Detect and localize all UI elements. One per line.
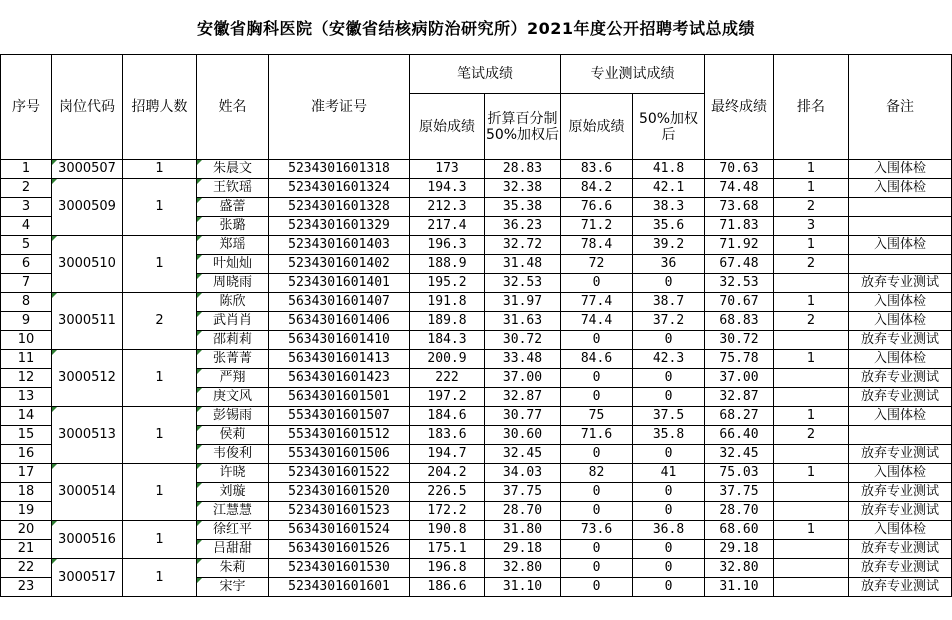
final-score-cell: 32.53 [705, 274, 774, 293]
name-cell: 王钦瑶 [197, 179, 269, 198]
prof-raw-cell: 77.4 [561, 293, 633, 312]
prof-weighted-cell: 42.3 [633, 350, 705, 369]
header-written-raw: 原始成绩 [410, 94, 485, 160]
prof-weighted-cell: 35.6 [633, 217, 705, 236]
prof-raw-cell: 74.4 [561, 312, 633, 331]
prof-raw-cell: 0 [561, 331, 633, 350]
name-cell: 武肖肖 [197, 312, 269, 331]
written-weighted-cell: 32.80 [485, 559, 561, 578]
seq-cell: 19 [1, 502, 52, 521]
seq-cell: 21 [1, 540, 52, 559]
table-row [1, 521, 952, 540]
written-raw-cell: 194.3 [410, 179, 485, 198]
rank-cell [774, 331, 849, 350]
final-score-cell: 37.00 [705, 369, 774, 388]
remark-cell: 入围体检 [849, 407, 952, 426]
seq-cell: 4 [1, 217, 52, 236]
remark-cell: 放弃专业测试 [849, 540, 952, 559]
ticket-cell: 5234301601523 [269, 502, 410, 521]
final-score-cell: 29.18 [705, 540, 774, 559]
remark-cell: 放弃专业测试 [849, 559, 952, 578]
seq-cell: 23 [1, 578, 52, 597]
final-score-cell: 73.68 [705, 198, 774, 217]
prof-raw-cell: 0 [561, 502, 633, 521]
prof-raw-cell: 0 [561, 445, 633, 464]
header-written: 笔试成绩 [410, 55, 561, 94]
name-cell: 许晓 [197, 464, 269, 483]
rank-cell [774, 578, 849, 597]
ticket-cell: 5634301601526 [269, 540, 410, 559]
seq-cell: 11 [1, 350, 52, 369]
prof-raw-cell: 0 [561, 578, 633, 597]
prof-raw-cell: 71.6 [561, 426, 633, 445]
ticket-cell: 5234301601401 [269, 274, 410, 293]
ticket-cell: 5534301601506 [269, 445, 410, 464]
name-cell: 朱莉 [197, 559, 269, 578]
header-prof-raw: 原始成绩 [561, 94, 633, 160]
name-cell: 徐红平 [197, 521, 269, 540]
prof-weighted-cell: 38.7 [633, 293, 705, 312]
written-raw-cell: 189.8 [410, 312, 485, 331]
rank-cell [774, 445, 849, 464]
seq-cell: 22 [1, 559, 52, 578]
seq-cell: 13 [1, 388, 52, 407]
written-raw-cell: 184.3 [410, 331, 485, 350]
prof-weighted-cell: 38.3 [633, 198, 705, 217]
remark-cell: 入围体检 [849, 521, 952, 540]
final-score-cell: 28.70 [705, 502, 774, 521]
written-raw-cell: 190.8 [410, 521, 485, 540]
header-written-weighted: 折算百分制50%加权后 [485, 94, 561, 160]
prof-raw-cell: 0 [561, 483, 633, 502]
prof-weighted-cell: 37.2 [633, 312, 705, 331]
prof-weighted-cell: 0 [633, 331, 705, 350]
prof-weighted-cell: 37.5 [633, 407, 705, 426]
rank-cell: 1 [774, 464, 849, 483]
ticket-cell: 5234301601530 [269, 559, 410, 578]
ticket-cell: 5634301601423 [269, 369, 410, 388]
rank-cell: 2 [774, 198, 849, 217]
prof-weighted-cell: 39.2 [633, 236, 705, 255]
name-cell: 韦俊利 [197, 445, 269, 464]
ticket-cell: 5634301601410 [269, 331, 410, 350]
remark-cell: 入围体检 [849, 236, 952, 255]
rank-cell: 3 [774, 217, 849, 236]
rank-cell [774, 388, 849, 407]
header-prof: 专业测试成绩 [561, 55, 705, 94]
prof-raw-cell: 78.4 [561, 236, 633, 255]
rank-cell: 2 [774, 255, 849, 274]
name-cell: 张菁菁 [197, 350, 269, 369]
written-raw-cell: 196.8 [410, 559, 485, 578]
prof-raw-cell: 72 [561, 255, 633, 274]
rank-cell: 2 [774, 312, 849, 331]
written-weighted-cell: 28.83 [485, 160, 561, 179]
rank-cell: 1 [774, 407, 849, 426]
final-score-cell: 75.78 [705, 350, 774, 369]
written-weighted-cell: 30.60 [485, 426, 561, 445]
prof-weighted-cell: 0 [633, 502, 705, 521]
name-cell: 朱晨文 [197, 160, 269, 179]
post-code-cell: 3000517 [52, 559, 123, 597]
name-cell: 宋宇 [197, 578, 269, 597]
seq-cell: 2 [1, 179, 52, 198]
ticket-cell: 5234301601522 [269, 464, 410, 483]
written-raw-cell: 222 [410, 369, 485, 388]
final-score-cell: 32.80 [705, 559, 774, 578]
written-weighted-cell: 33.48 [485, 350, 561, 369]
page-title: 安徽省胸科医院（安徽省结核病防治研究所）2021年度公开招聘考试总成绩 [196, 18, 756, 38]
recruit-num-cell: 2 [123, 293, 197, 350]
prof-raw-cell: 0 [561, 540, 633, 559]
remark-cell: 入围体检 [849, 312, 952, 331]
final-score-cell: 30.72 [705, 331, 774, 350]
name-cell: 郑瑶 [197, 236, 269, 255]
ticket-cell: 5234301601318 [269, 160, 410, 179]
remark-cell [849, 255, 952, 274]
written-weighted-cell: 31.63 [485, 312, 561, 331]
prof-weighted-cell: 0 [633, 369, 705, 388]
header-rank: 排名 [774, 55, 849, 160]
seq-cell: 16 [1, 445, 52, 464]
table-row [1, 559, 952, 578]
header-ticket: 准考证号 [269, 55, 410, 160]
written-weighted-cell: 31.10 [485, 578, 561, 597]
remark-cell: 入围体检 [849, 464, 952, 483]
header-post-code: 岗位代码 [52, 55, 123, 160]
name-cell: 陈欣 [197, 293, 269, 312]
name-cell: 侯莉 [197, 426, 269, 445]
ticket-cell: 5234301601329 [269, 217, 410, 236]
written-weighted-cell: 29.18 [485, 540, 561, 559]
written-weighted-cell: 31.97 [485, 293, 561, 312]
rank-cell: 2 [774, 426, 849, 445]
table-row [1, 464, 952, 483]
remark-cell: 放弃专业测试 [849, 331, 952, 350]
seq-cell: 14 [1, 407, 52, 426]
name-cell: 江慧慧 [197, 502, 269, 521]
final-score-cell: 32.87 [705, 388, 774, 407]
ticket-cell: 5234301601601 [269, 578, 410, 597]
ticket-cell: 5234301601402 [269, 255, 410, 274]
table-row [1, 350, 952, 369]
prof-raw-cell: 0 [561, 369, 633, 388]
ticket-cell: 5634301601413 [269, 350, 410, 369]
rank-cell: 1 [774, 293, 849, 312]
ticket-cell: 5634301601501 [269, 388, 410, 407]
ticket-cell: 5234301601328 [269, 198, 410, 217]
ticket-cell: 5234301601520 [269, 483, 410, 502]
seq-cell: 15 [1, 426, 52, 445]
post-code-cell: 3000516 [52, 521, 123, 559]
written-raw-cell: 200.9 [410, 350, 485, 369]
written-weighted-cell: 32.87 [485, 388, 561, 407]
recruit-num-cell: 1 [123, 407, 197, 464]
final-score-cell: 75.03 [705, 464, 774, 483]
final-score-cell: 68.27 [705, 407, 774, 426]
header-name: 姓名 [197, 55, 269, 160]
rank-cell: 1 [774, 521, 849, 540]
rank-cell [774, 559, 849, 578]
final-score-cell: 74.48 [705, 179, 774, 198]
post-code-cell: 3000514 [52, 464, 123, 521]
seq-cell: 8 [1, 293, 52, 312]
prof-raw-cell: 84.6 [561, 350, 633, 369]
prof-raw-cell: 0 [561, 559, 633, 578]
remark-cell: 放弃专业测试 [849, 388, 952, 407]
written-raw-cell: 195.2 [410, 274, 485, 293]
written-raw-cell: 175.1 [410, 540, 485, 559]
remark-cell: 放弃专业测试 [849, 578, 952, 597]
prof-weighted-cell: 36.8 [633, 521, 705, 540]
written-weighted-cell: 36.23 [485, 217, 561, 236]
table-row [1, 160, 952, 179]
written-weighted-cell: 32.72 [485, 236, 561, 255]
prof-raw-cell: 73.6 [561, 521, 633, 540]
ticket-cell: 5234301601403 [269, 236, 410, 255]
written-raw-cell: 173 [410, 160, 485, 179]
post-code-cell: 3000513 [52, 407, 123, 464]
written-raw-cell: 196.3 [410, 236, 485, 255]
rank-cell: 1 [774, 236, 849, 255]
ticket-cell: 5534301601512 [269, 426, 410, 445]
post-code-cell: 3000511 [52, 293, 123, 350]
prof-weighted-cell: 42.1 [633, 179, 705, 198]
prof-weighted-cell: 0 [633, 483, 705, 502]
prof-weighted-cell: 0 [633, 540, 705, 559]
rank-cell [774, 369, 849, 388]
remark-cell [849, 198, 952, 217]
header-row-1 [1, 55, 952, 94]
prof-weighted-cell: 0 [633, 445, 705, 464]
written-weighted-cell: 32.53 [485, 274, 561, 293]
final-score-cell: 31.10 [705, 578, 774, 597]
rank-cell [774, 274, 849, 293]
final-score-cell: 71.83 [705, 217, 774, 236]
rank-cell [774, 540, 849, 559]
post-code-cell: 3000512 [52, 350, 123, 407]
table-row [1, 407, 952, 426]
recruit-num-cell: 1 [123, 179, 197, 236]
name-cell: 庚文风 [197, 388, 269, 407]
score-table [0, 54, 952, 597]
written-weighted-cell: 31.80 [485, 521, 561, 540]
ticket-cell: 5534301601507 [269, 407, 410, 426]
rank-cell: 1 [774, 350, 849, 369]
remark-cell: 入围体检 [849, 293, 952, 312]
name-cell: 彭锡雨 [197, 407, 269, 426]
final-score-cell: 70.67 [705, 293, 774, 312]
prof-weighted-cell: 0 [633, 578, 705, 597]
written-weighted-cell: 37.00 [485, 369, 561, 388]
seq-cell: 1 [1, 160, 52, 179]
prof-raw-cell: 83.6 [561, 160, 633, 179]
prof-raw-cell: 84.2 [561, 179, 633, 198]
ticket-cell: 5634301601406 [269, 312, 410, 331]
prof-weighted-cell: 0 [633, 559, 705, 578]
written-raw-cell: 183.6 [410, 426, 485, 445]
recruit-num-cell: 1 [123, 521, 197, 559]
remark-cell: 入围体检 [849, 179, 952, 198]
header-seq: 序号 [1, 55, 52, 160]
prof-weighted-cell: 41 [633, 464, 705, 483]
seq-cell: 6 [1, 255, 52, 274]
header-remark: 备注 [849, 55, 952, 160]
prof-raw-cell: 71.2 [561, 217, 633, 236]
name-cell: 邵莉莉 [197, 331, 269, 350]
prof-weighted-cell: 0 [633, 388, 705, 407]
written-weighted-cell: 37.75 [485, 483, 561, 502]
seq-cell: 18 [1, 483, 52, 502]
written-weighted-cell: 31.48 [485, 255, 561, 274]
written-raw-cell: 212.3 [410, 198, 485, 217]
seq-cell: 17 [1, 464, 52, 483]
final-score-cell: 67.48 [705, 255, 774, 274]
prof-weighted-cell: 36 [633, 255, 705, 274]
header-final: 最终成绩 [705, 55, 774, 160]
written-raw-cell: 186.6 [410, 578, 485, 597]
name-cell: 叶灿灿 [197, 255, 269, 274]
name-cell: 周晓雨 [197, 274, 269, 293]
header-recruit-num: 招聘人数 [123, 55, 197, 160]
written-raw-cell: 204.2 [410, 464, 485, 483]
final-score-cell: 68.60 [705, 521, 774, 540]
table-row [1, 293, 952, 312]
post-code-cell: 3000510 [52, 236, 123, 293]
remark-cell: 入围体检 [849, 350, 952, 369]
remark-cell [849, 217, 952, 236]
name-cell: 盛蕾 [197, 198, 269, 217]
written-weighted-cell: 35.38 [485, 198, 561, 217]
ticket-cell: 5634301601524 [269, 521, 410, 540]
rank-cell [774, 483, 849, 502]
written-raw-cell: 191.8 [410, 293, 485, 312]
prof-raw-cell: 0 [561, 388, 633, 407]
recruit-num-cell: 1 [123, 559, 197, 597]
remark-cell: 放弃专业测试 [849, 445, 952, 464]
final-score-cell: 32.45 [705, 445, 774, 464]
seq-cell: 12 [1, 369, 52, 388]
prof-raw-cell: 76.6 [561, 198, 633, 217]
final-score-cell: 71.92 [705, 236, 774, 255]
written-weighted-cell: 28.70 [485, 502, 561, 521]
prof-raw-cell: 82 [561, 464, 633, 483]
final-score-cell: 68.83 [705, 312, 774, 331]
final-score-cell: 37.75 [705, 483, 774, 502]
name-cell: 刘璇 [197, 483, 269, 502]
written-raw-cell: 194.7 [410, 445, 485, 464]
table-body [1, 160, 952, 597]
remark-cell: 放弃专业测试 [849, 274, 952, 293]
remark-cell: 放弃专业测试 [849, 483, 952, 502]
post-code-cell: 3000507 [52, 160, 123, 179]
rank-cell: 1 [774, 160, 849, 179]
written-weighted-cell: 30.72 [485, 331, 561, 350]
written-raw-cell: 226.5 [410, 483, 485, 502]
rank-cell: 1 [774, 179, 849, 198]
header-prof-weighted: 50%加权后 [633, 94, 705, 160]
written-raw-cell: 188.9 [410, 255, 485, 274]
name-cell: 吕甜甜 [197, 540, 269, 559]
ticket-cell: 5634301601407 [269, 293, 410, 312]
prof-weighted-cell: 35.8 [633, 426, 705, 445]
ticket-cell: 5234301601324 [269, 179, 410, 198]
prof-weighted-cell: 41.8 [633, 160, 705, 179]
seq-cell: 7 [1, 274, 52, 293]
seq-cell: 9 [1, 312, 52, 331]
seq-cell: 3 [1, 198, 52, 217]
prof-weighted-cell: 0 [633, 274, 705, 293]
remark-cell: 入围体检 [849, 160, 952, 179]
written-weighted-cell: 34.03 [485, 464, 561, 483]
written-raw-cell: 184.6 [410, 407, 485, 426]
name-cell: 严翔 [197, 369, 269, 388]
recruit-num-cell: 1 [123, 350, 197, 407]
table-row [1, 179, 952, 198]
seq-cell: 20 [1, 521, 52, 540]
seq-cell: 10 [1, 331, 52, 350]
remark-cell: 放弃专业测试 [849, 369, 952, 388]
remark-cell [849, 426, 952, 445]
seq-cell: 5 [1, 236, 52, 255]
remark-cell: 放弃专业测试 [849, 502, 952, 521]
recruit-num-cell: 1 [123, 160, 197, 179]
written-raw-cell: 197.2 [410, 388, 485, 407]
written-raw-cell: 217.4 [410, 217, 485, 236]
recruit-num-cell: 1 [123, 464, 197, 521]
prof-raw-cell: 0 [561, 274, 633, 293]
table-row [1, 236, 952, 255]
written-raw-cell: 172.2 [410, 502, 485, 521]
final-score-cell: 66.40 [705, 426, 774, 445]
recruit-num-cell: 1 [123, 236, 197, 293]
name-cell: 张璐 [197, 217, 269, 236]
written-weighted-cell: 32.38 [485, 179, 561, 198]
final-score-cell: 70.63 [705, 160, 774, 179]
post-code-cell: 3000509 [52, 179, 123, 236]
written-weighted-cell: 30.77 [485, 407, 561, 426]
prof-raw-cell: 75 [561, 407, 633, 426]
written-weighted-cell: 32.45 [485, 445, 561, 464]
rank-cell [774, 502, 849, 521]
